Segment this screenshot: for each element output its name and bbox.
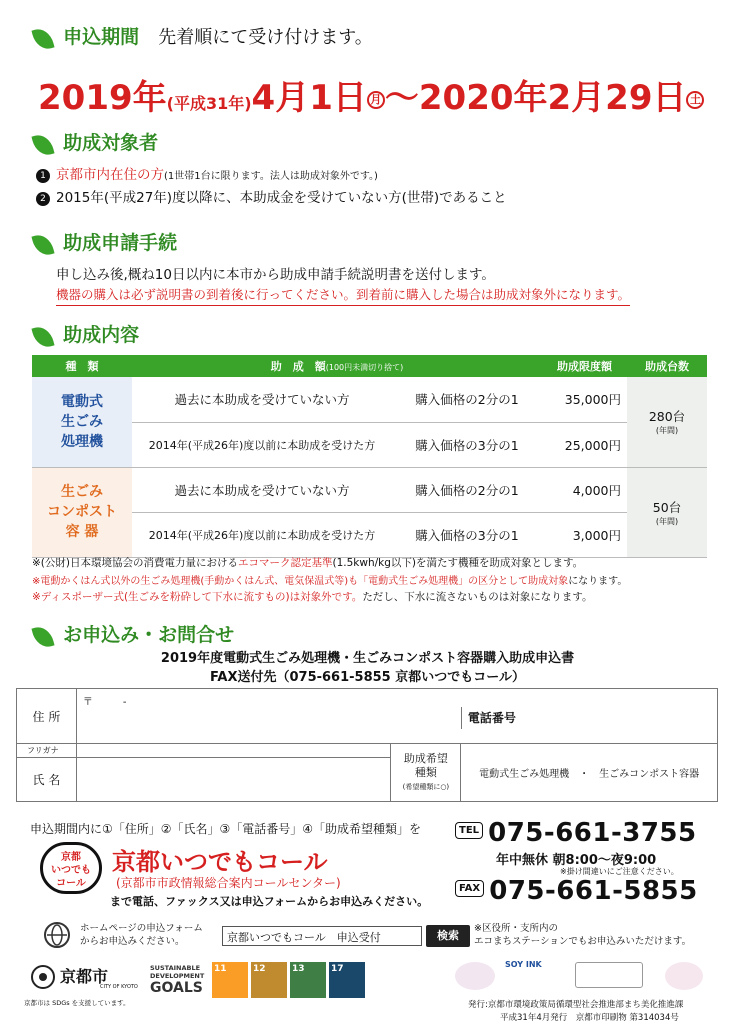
ratio-cell: 購入価格の3分の1 (392, 422, 542, 467)
publisher: 発行:京都市環境政策局循環型社会推進部まち美化推進課 (468, 1000, 684, 1010)
note-1 (32, 555, 583, 570)
recycle-mark-icon (575, 962, 643, 988)
condition-cell: 2014年(平成26年)度以前に本助成を受けた方 (132, 512, 392, 557)
leaf-icon (31, 132, 54, 158)
grant-table (32, 355, 707, 558)
date-end: ～2020年2月29日 (384, 78, 687, 118)
header-amount: 助 成 額(100円未満切り捨て) (132, 355, 542, 377)
units-note: (年間) (655, 516, 679, 526)
target-item-2 (36, 186, 507, 206)
content-heading (34, 320, 139, 348)
note-highlight: ※ディスポーザー式(生ごみを粉砕して下水に流すもの)は対象外です。 (32, 591, 363, 603)
procedure-line-1: 申し込み後,概ね10日以内に本市から助成申請手続説明書を送付します。 (56, 267, 495, 283)
units-note: (年間) (655, 426, 679, 436)
application-form (16, 688, 718, 802)
web-text (80, 922, 203, 948)
type-label-line: 種類 (414, 765, 437, 779)
globe-icon (44, 922, 70, 948)
note-text: (1.5kwh/kg以下)を満たす機種を助成対象とします。 (332, 557, 584, 569)
target-heading (34, 128, 158, 156)
sdgs-title-line: SUSTAINABLE (150, 964, 201, 972)
logo-line: 京都 (61, 852, 81, 863)
period-note: 先着順にて受け付けます。 (158, 27, 373, 48)
period-heading (34, 22, 373, 50)
period-dates (38, 70, 704, 119)
logo-line: いつでも (51, 865, 91, 876)
phone-field[interactable] (461, 689, 718, 744)
units-value: 50台 (652, 499, 682, 515)
furigana-label: フリガナ (17, 744, 77, 758)
target-item-main: 京都市内在住の方 (56, 167, 164, 183)
name-label: 氏 名 (17, 758, 77, 802)
soy-ink-badge: SOY INK (505, 960, 542, 969)
units-cell (627, 377, 707, 467)
leaf-icon (31, 26, 54, 52)
name-field[interactable] (76, 758, 391, 802)
city-emblem-icon (30, 964, 56, 990)
procedure-warning: 機器の購入は必ず説明書の到着後に行ってください。到着前に購入した場合は助成対象外になります。 (56, 285, 630, 306)
office-note-line: エコまちステーションでもお申込みいただけます。 (474, 936, 692, 947)
fax-icon: FAX (455, 880, 484, 897)
web-text-line: からお申込みください。 (80, 936, 185, 947)
sdgs-title-line: GOALS (150, 980, 203, 996)
leaf-icon (31, 624, 54, 650)
category-name-line: 容 器 (65, 524, 99, 540)
callcenter-logo (40, 842, 102, 894)
tel-number[interactable]: 075-661-3755 (488, 818, 697, 848)
note-3 (32, 589, 592, 604)
sdgs-logo (150, 964, 204, 996)
address-field[interactable] (76, 689, 460, 744)
phone-label: 電話番号 (461, 707, 522, 729)
number-badge: 2 (36, 192, 50, 206)
callcenter-sub: (京都市市政情報総合案内コールセンター) (116, 876, 341, 890)
fax-line: FAX送付先（075-661-5855 京都いつでもコール） (210, 670, 525, 685)
procedure-title: 助成申請手続 (63, 232, 178, 254)
category-name-line: 処理機 (61, 433, 103, 450)
leaf-icon (31, 324, 54, 350)
table-row (32, 467, 707, 512)
category-name-line: 電動式 (61, 393, 103, 410)
note-highlight: ※電動かくはん式以外の生ごみ処理機(手動かくはん式、電気保温式等)も「電動式生ごみ処理機」の区分として助成対象 (32, 576, 569, 587)
date-start-era: (平成31年) (166, 94, 252, 113)
limit-cell: 3,000円 (542, 512, 627, 557)
header-type: 種 類 (32, 355, 132, 377)
note-2 (32, 572, 627, 587)
date-end-weekday: 土 (686, 91, 704, 109)
units-value: 280台 (648, 409, 686, 425)
category-name-line: コンポスト (47, 504, 117, 520)
address-label: 住 所 (17, 689, 77, 744)
search-button[interactable]: 検索 (426, 925, 470, 947)
target-item-1 (36, 163, 378, 183)
limit-cell: 25,000円 (542, 422, 627, 467)
note-text: ※(公財)日本環境協会の消費電力量における (32, 557, 238, 569)
header-limit: 助成限度額 (542, 355, 627, 377)
condition-cell: 過去に本助成を受けていない方 (132, 467, 392, 512)
category-name-line: 生ごみ (61, 413, 103, 430)
limit-cell: 35,000円 (542, 377, 627, 422)
sdg-goal-12: 12 (251, 962, 287, 998)
note-text: ただし、下水に流さないものは対象になります。 (362, 591, 593, 603)
issue-info: 平成31年4月発行 京都市印刷物 第314034号 (500, 1013, 679, 1023)
type-label-line: 助成希望 (403, 751, 448, 765)
grant-table-header (32, 355, 707, 377)
condition-cell: 過去に本助成を受けていない方 (132, 377, 392, 422)
target-title: 助成対象者 (63, 132, 159, 154)
table-row (32, 422, 707, 467)
period-title: 申込期間 (63, 26, 140, 48)
office-note-line: ※区役所・支所内の (474, 923, 558, 934)
fax-block (455, 876, 698, 906)
leaf-icon (31, 232, 54, 258)
target-item-main: 2015年(平成27年)度以降に、本助成金を受けていない方(世帯)であること (56, 190, 507, 206)
sdg-goal-13: 13 (290, 962, 326, 998)
logo-line: コール (56, 878, 86, 889)
apply-heading (34, 620, 234, 648)
office-note (474, 922, 691, 948)
hours: 年中無休 朝8:00～夜9:00 (496, 853, 657, 868)
table-row (32, 512, 707, 557)
note-text: になります。 (568, 576, 628, 587)
form-title: 2019年度電動式生ごみ処理機・生ごみコンポスト容器購入助成申込書 (160, 651, 575, 666)
sdgs-note: 京都市は SDGs を支援しています。 (24, 999, 130, 1007)
type-label-note: (希望種類に○) (402, 782, 450, 791)
tel-icon: TEL (455, 822, 483, 839)
sdgs-title-line: DEVELOPMENT (150, 972, 205, 980)
sdg-goal-11: 11 (212, 962, 248, 998)
header-amount-note: (100円未満切り捨て) (325, 363, 404, 372)
ratio-cell: 購入価格の2分の1 (392, 467, 542, 512)
condition-cell: 2014年(平成26年)度以前に本助成を受けた方 (132, 422, 392, 467)
sdg-goal-17: 17 (329, 962, 365, 998)
type-label (391, 744, 461, 802)
date-start-weekday: 月 (367, 91, 385, 109)
category-compost (32, 467, 132, 557)
target-item-sub: (1世帯1台に限ります。法人は助成対象外です。) (164, 171, 378, 182)
note-highlight: エコマーク認定基準 (238, 557, 333, 569)
callcenter-name: 京都いつでもコール (112, 848, 328, 876)
category-electric (32, 377, 132, 467)
city-logo: 京都市 (60, 967, 109, 986)
ratio-cell: 購入価格の2分の1 (392, 377, 542, 422)
limit-cell: 4,000円 (542, 467, 627, 512)
callcenter-methods: まで電話、ファックス又は申込フォームからお申込みください。 (110, 895, 429, 908)
web-text-line: ホームページの申込フォーム (80, 923, 203, 934)
number-badge: 1 (36, 169, 50, 183)
city-logo-en: CITY OF KYOTO (100, 984, 138, 990)
procedure-heading (34, 228, 177, 256)
postal-mark: 〒 - (82, 697, 127, 708)
instruction-text: 申込期間内に①「住所」②「氏名」③「電話番号」④「助成希望種類」を (30, 822, 422, 836)
furigana-field[interactable] (76, 744, 391, 758)
hours-note: ※掛け間違いにご注意ください。 (560, 867, 679, 876)
header-units: 助成台数 (627, 355, 707, 377)
content-title: 助成内容 (63, 324, 140, 346)
apply-title: お申込み・お問合せ (63, 624, 235, 646)
fax-number[interactable]: 075-661-5855 (489, 876, 698, 906)
mascot-icon (455, 962, 495, 990)
search-input[interactable]: 京都いつでもコール 申込受付 (222, 926, 422, 946)
date-start-year: 2019年 (38, 78, 167, 118)
table-row (32, 377, 707, 422)
date-start-day: 4月1日 (251, 78, 367, 118)
type-options[interactable]: 電動式生ごみ処理機 ・ 生ごみコンポスト容器 (461, 744, 718, 802)
ratio-cell: 購入価格の3分の1 (392, 512, 542, 557)
character-icon (665, 962, 703, 990)
tel-block (455, 818, 697, 848)
category-name-line: 生ごみ (61, 484, 103, 500)
units-cell (627, 467, 707, 557)
sdg-goals (212, 962, 368, 998)
